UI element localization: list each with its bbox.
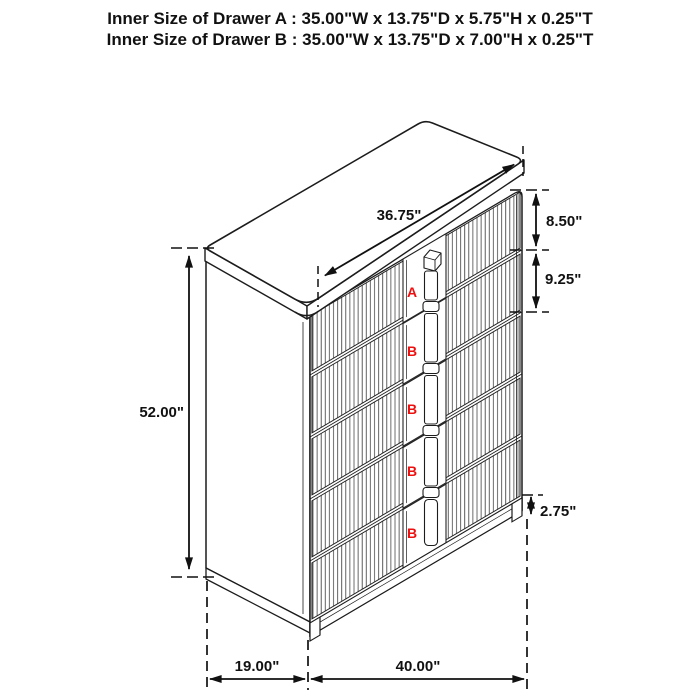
handle-bar-a (425, 271, 438, 300)
dim-base-height-label: 2.75" (540, 503, 577, 520)
handle-joint-1 (423, 302, 439, 312)
dim-overall-width-label: 40.00" (395, 658, 441, 675)
drawer-label-b1: B (406, 343, 418, 359)
dim-height-label: 52.00" (139, 404, 184, 421)
side-panel-face (206, 259, 310, 622)
handle-bar-b3 (425, 438, 438, 487)
drawer-label-a: A (406, 284, 418, 300)
drawer-label-b2: B (406, 401, 418, 417)
title-drawer-b-inner-size: Inner Size of Drawer B : 35.00"W x 13.75"D x 7.00"H x 0.25"T (106, 30, 594, 49)
dim-depth-label: 19.00" (234, 658, 280, 675)
handle-bar-b2 (425, 376, 438, 425)
dim-base-height (522, 495, 576, 520)
dim-drawer-b-height-label: 9.25" (545, 271, 582, 288)
handle-bar-b1 (425, 314, 438, 363)
handle-joint-3 (423, 426, 439, 436)
chest-side-panel (206, 259, 310, 633)
handle-joint-2 (423, 364, 439, 374)
dim-top-width-label: 36.75" (376, 207, 422, 224)
title-drawer-a-inner-size: Inner Size of Drawer A : 35.00"W x 13.75"D x 5.75"H x 0.25"T (107, 9, 593, 28)
dim-overall-height (139, 248, 215, 577)
dim-drawer-a-height-label: 8.50" (546, 213, 583, 230)
drawer-label-b3: B (406, 463, 418, 479)
handle-bar-b4 (425, 500, 438, 546)
handle-joint-4 (423, 488, 439, 498)
drawer-label-b4: B (406, 525, 418, 541)
